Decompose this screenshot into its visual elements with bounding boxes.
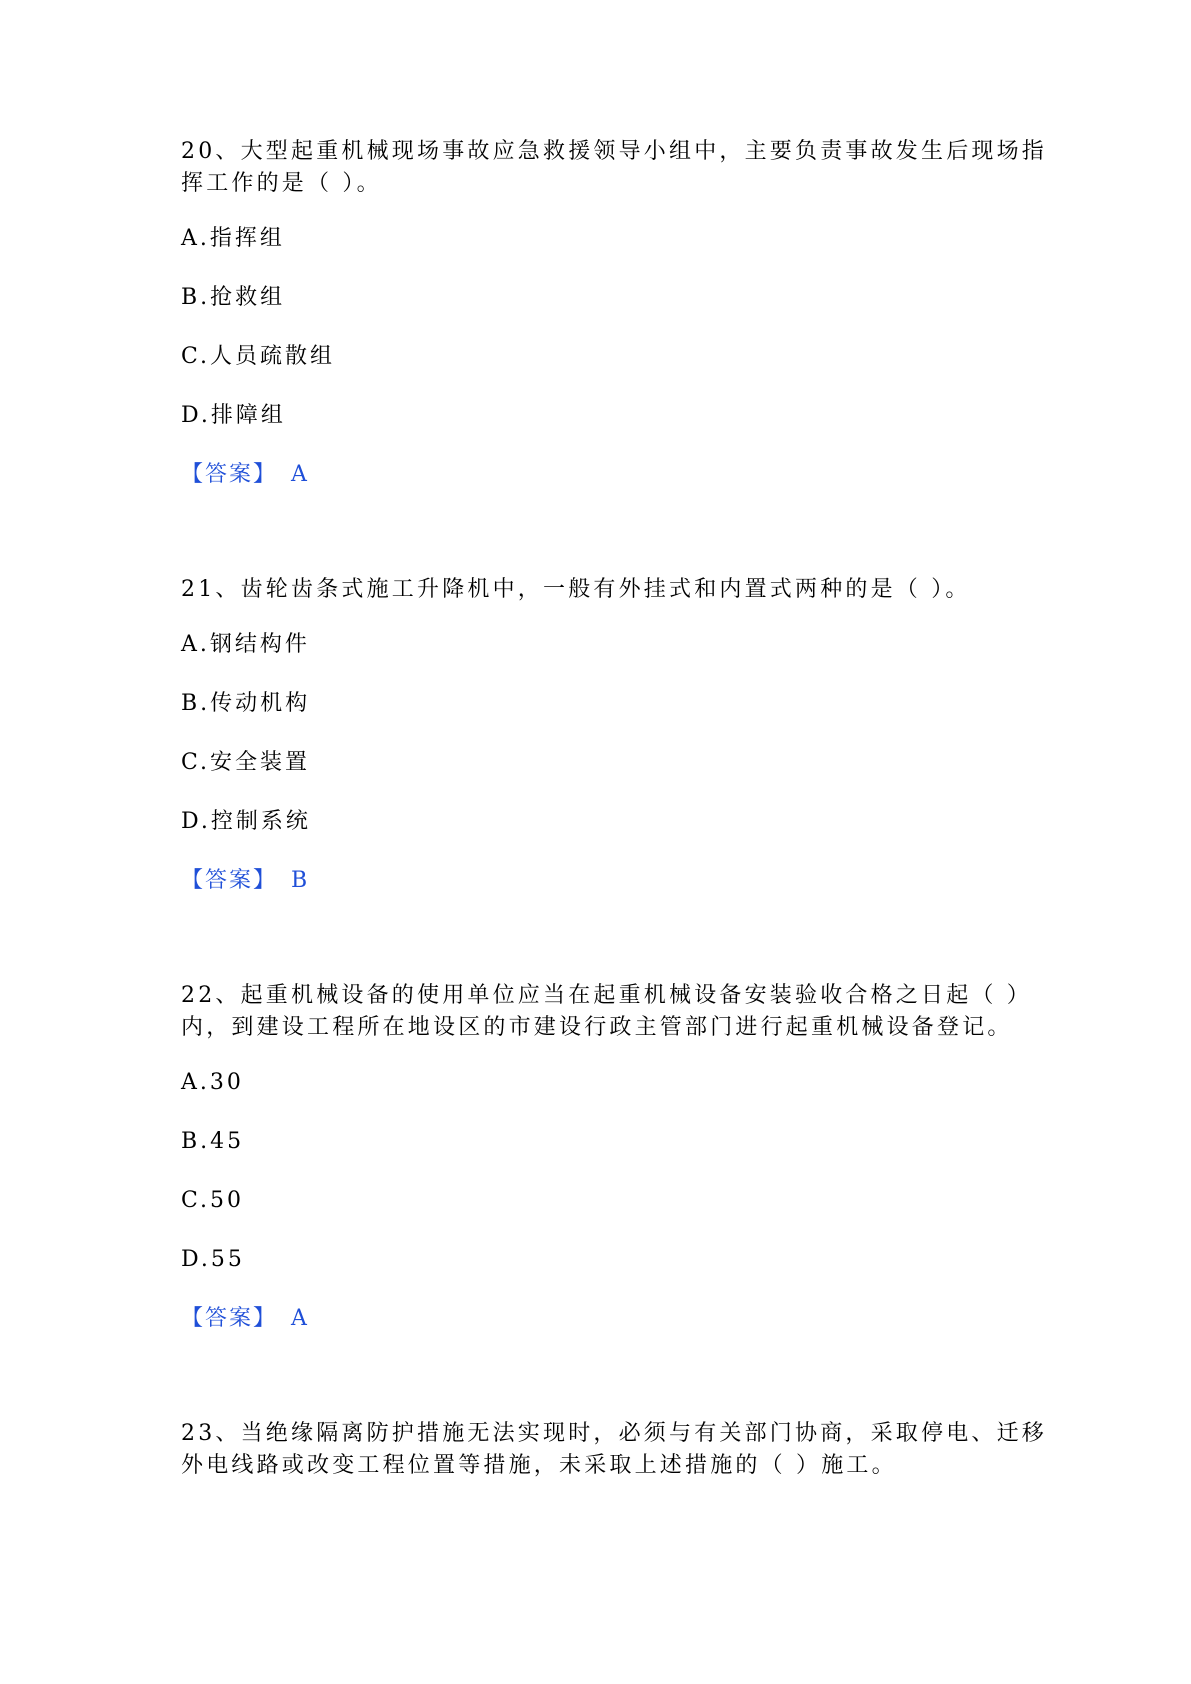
option-a: A.30 bbox=[181, 1070, 244, 1095]
question-21 bbox=[181, 574, 1011, 897]
option-c: C.安全装置 bbox=[181, 750, 311, 775]
answer-value: A bbox=[291, 1306, 309, 1331]
question-stem-line: 23、当绝缘隔离防护措施无法实现时，必须与有关部门协商，采取停电、迁移 bbox=[181, 1421, 1047, 1446]
question-22 bbox=[181, 980, 1032, 1335]
answer bbox=[181, 865, 1011, 897]
option-a: A.钢结构件 bbox=[181, 632, 310, 657]
answer-label: 【答案】 bbox=[181, 1306, 278, 1331]
answer-label: 【答案】 bbox=[181, 462, 278, 487]
question-spacer bbox=[181, 491, 1011, 574]
option-d: D.排障组 bbox=[181, 403, 286, 428]
question-stem bbox=[181, 1418, 1047, 1482]
option-d: D.控制系统 bbox=[181, 809, 311, 834]
question-stem-line: 21、齿轮齿条式施工升降机中，一般有外挂式和内置式两种的是（ ）。 bbox=[181, 577, 971, 602]
question-23 bbox=[181, 1418, 1047, 1482]
question-stem-line: 外电线路或改变工程位置等措施，未采取上述措施的（ ）施工。 bbox=[181, 1453, 897, 1478]
option-c: C.人员疏散组 bbox=[181, 344, 336, 369]
option-b: B.45 bbox=[181, 1129, 245, 1154]
answer bbox=[181, 459, 1011, 491]
question-spacer bbox=[181, 1335, 1011, 1418]
question-20 bbox=[181, 136, 1047, 491]
question-stem-line: 22、起重机械设备的使用单位应当在起重机械设备安装验收合格之日起（ ） bbox=[181, 983, 1032, 1008]
question-spacer bbox=[181, 897, 1011, 980]
question-stem-line: 挥工作的是（ ）。 bbox=[181, 171, 382, 196]
question-stem bbox=[181, 574, 1011, 606]
answer-value: A bbox=[291, 462, 309, 487]
option-a: A.指挥组 bbox=[181, 226, 285, 251]
question-stem bbox=[181, 980, 1032, 1044]
question-stem-line: 内，到建设工程所在地设区的市建设行政主管部门进行起重机械设备登记。 bbox=[181, 1015, 1013, 1040]
option-b: B.抢救组 bbox=[181, 285, 286, 310]
answer bbox=[181, 1303, 1011, 1335]
answer-label: 【答案】 bbox=[181, 868, 278, 893]
option-c: C.50 bbox=[181, 1188, 245, 1213]
question-stem bbox=[181, 136, 1047, 200]
document-page bbox=[181, 136, 1047, 1505]
answer-value: B bbox=[291, 868, 310, 893]
option-d: D.55 bbox=[181, 1247, 245, 1272]
option-b: B.传动机构 bbox=[181, 691, 311, 716]
question-stem-line: 20、大型起重机械现场事故应急救援领导小组中，主要负责事故发生后现场指 bbox=[181, 139, 1047, 164]
